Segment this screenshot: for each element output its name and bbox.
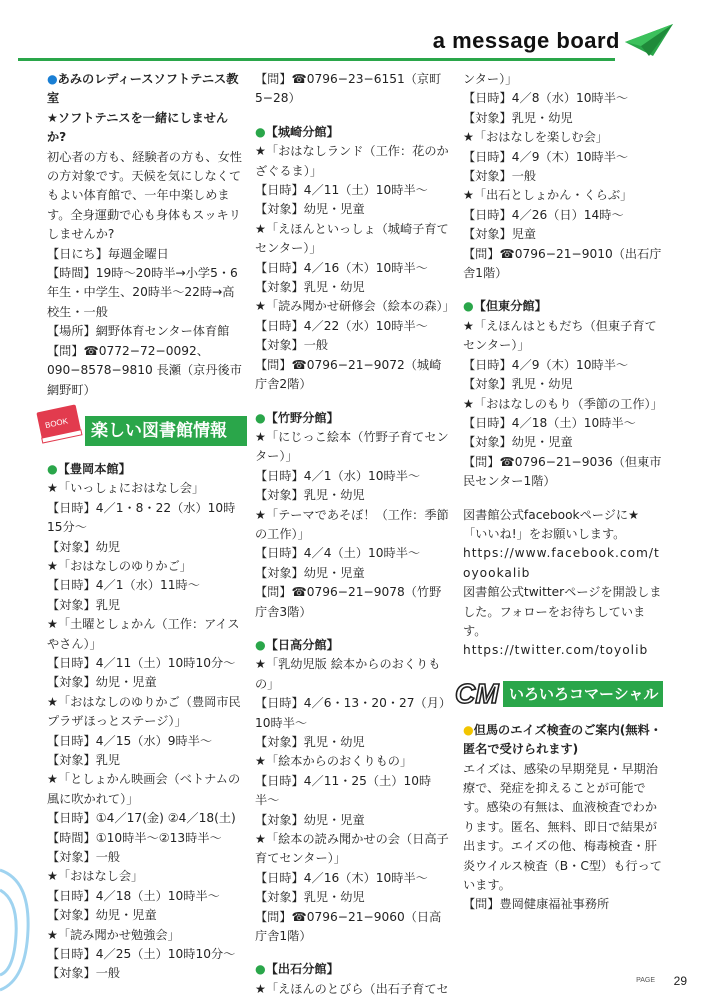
cm-logo-icon <box>453 675 505 709</box>
twitter-text: 図書館公式twitterページを開設しました。フォローをお待ちしています。 <box>463 585 662 638</box>
library-banner-label: 楽しい図書館情報 <box>85 416 247 446</box>
list-item: 【日時】4／8（水）10時半〜 <box>463 91 629 106</box>
list-item: 【日時】4／11（土）10時半〜 <box>255 183 428 198</box>
list-item: ★「読み聞かせ勉強会」 <box>47 927 180 942</box>
list-item: 【日時】①4／17(金) ②4／18(土) <box>47 811 236 826</box>
softtennis-description: 初心者の方も、経験者の方も、女性の方対象です。天候を気にしなくてもよい体育館で、一年中楽しめます。全身運動で心も身体もスッキリしませんか? <box>47 149 242 242</box>
list-item: 【対象】乳児・幼児 <box>255 890 365 905</box>
list-item: ★「おはなしを楽しむ会」 <box>463 130 608 145</box>
list-item: ★「としょかん映画会（ベトナムの風に吹かれて）」 <box>47 772 241 806</box>
takeno-heading: ●【竹野分館】 <box>255 410 339 425</box>
list-item: 【対象】幼児・児童 <box>463 435 573 450</box>
list-item: 【日時】4／9（木）10時半〜 <box>463 357 629 372</box>
honkan-heading: ●【豊岡本館】 <box>47 461 131 476</box>
library-banner <box>41 412 243 450</box>
list-item: 【対象】幼児 <box>47 539 121 554</box>
twitter-link[interactable]: https://twitter.com/toyolib <box>463 643 649 658</box>
list-item: ★「おはなし会」 <box>47 869 144 884</box>
list-item: 【対象】乳児・幼児 <box>255 280 365 295</box>
list-item: ★「出石としょかん・くらぶ」 <box>463 188 633 203</box>
list-item: 【問】☎0796−21−9010（出石庁舎1階） <box>463 246 662 281</box>
list-item: 【対象】幼児・児童 <box>47 908 157 923</box>
list-item: 【日時】4／1・8・22（水）10時15分〜 <box>47 500 236 535</box>
tanto-heading: ●【但東分館】 <box>463 299 547 314</box>
hidaka-heading: ●【日高分館】 <box>255 637 339 652</box>
commercial-banner <box>457 675 663 711</box>
list-item: ★「おはなしのゆりかご」 <box>47 558 192 573</box>
list-item: 【対象】幼児・児童 <box>255 812 365 827</box>
list-item: ンター）」 <box>463 72 518 86</box>
list-item: 【日時】4／4（土）10時半〜 <box>255 546 421 561</box>
list-item: 【対象】一般 <box>463 169 537 184</box>
book-icon <box>33 400 87 446</box>
list-item: 【問】☎0796−21−9060（日高庁舎1階） <box>255 909 442 944</box>
page-number: 29 <box>673 974 687 988</box>
list-item: 【対象】乳児 <box>47 597 121 612</box>
list-item: 【日時】4／6・13・20・27（月）10時半〜 <box>255 696 445 730</box>
list-item: 【対象】幼児・児童 <box>47 675 157 690</box>
list-item: 【対象】児童 <box>463 227 537 242</box>
list-item: 【日時】4／1（水）10時半〜 <box>255 468 421 483</box>
list-item: 【対象】一般 <box>47 966 121 981</box>
list-item: 【日時】4／1（水）11時〜 <box>47 578 200 593</box>
list-item: 【日時】4／16（木）10時半〜 <box>255 870 428 885</box>
column-1 <box>44 70 243 984</box>
header-rule <box>18 58 615 61</box>
aids-contact: 【問】豊岡健康福祉事務所 <box>463 897 610 912</box>
list-item: ★「えほんのとびら（出石子育てセ <box>255 981 449 996</box>
izushi-heading: ●【出石分館】 <box>255 962 339 977</box>
list-item: 【対象】一般 <box>47 850 121 865</box>
softtennis-place: 【場所】網野体育センター体育館 <box>47 324 230 339</box>
page-label: PAGE <box>636 977 655 984</box>
list-item: ★「にじっこ絵本（竹野子育てセンター）」 <box>255 429 449 464</box>
aids-description: エイズは、感染の早期発見・早期治療で、発症を抑えることが可能です。感染の有無は、血液検査でわかります。匿名、無料、即日で結果が出ます。エイズの他、梅毒検査・肝炎ウイルス検査（B・C型）も行っています。 <box>463 761 662 893</box>
list-item: 【日時】4／16（木）10時半〜 <box>255 260 428 275</box>
list-item: 【時間】①10時半〜②13時半〜 <box>47 830 222 845</box>
list-item: 【日時】4／11・25（土）10時半〜 <box>255 773 432 808</box>
list-item: ★「おはなしランド（工作：花のかざぐるま）」 <box>255 144 449 178</box>
honkan-contact: 【問】☎0796−23−6151（京町5−28） <box>255 72 442 106</box>
list-item: 【対象】一般 <box>255 338 329 353</box>
list-item: ★「おはなしのゆりかご（豊岡市民プラザほっとステージ）」 <box>47 694 241 729</box>
list-item: 【日時】4／22（水）10時半〜 <box>255 318 428 333</box>
list-item: 【対象】幼児・児童 <box>255 565 365 580</box>
facebook-text: 図書館公式facebookページに★「いいね!」をお願いします。 <box>463 507 640 541</box>
cm-logo-text: CM <box>455 677 499 709</box>
list-item: 【日時】4／18（土）10時半〜 <box>463 415 636 430</box>
list-item: 【問】☎0796−21−9078（竹野庁舎3階） <box>255 585 442 619</box>
list-item: 【日時】4／25（土）10時10分〜 <box>47 947 236 962</box>
list-item: ★「乳幼児版 絵本からのおくりもの」 <box>255 657 441 691</box>
column-3 <box>455 70 663 915</box>
list-item: 【日時】4／18（土）10時半〜 <box>47 888 220 903</box>
list-item: ★「おはなしのもり（季節の工作）」 <box>463 396 663 411</box>
page-title: a message board <box>432 28 620 53</box>
list-item: 【対象】乳児・幼児 <box>255 735 365 749</box>
list-item: 【日時】4／15（水）9時半〜 <box>47 733 213 748</box>
softtennis-date: 【日にち】毎週金曜日 <box>47 246 169 261</box>
facebook-link[interactable]: https://www.facebook.com/toyookalib <box>463 546 660 580</box>
list-item: 【対象】幼児・児童 <box>255 202 365 217</box>
column-2 <box>255 70 455 999</box>
commercial-banner-label: いろいろコマーシャル <box>503 681 663 707</box>
list-item: 【問】☎0796−21−9072（城崎庁舎2階） <box>255 357 442 392</box>
book-icon-text: BOOK <box>44 416 69 430</box>
list-item: ★「読み聞かせ研修会（絵本の森）」 <box>255 299 455 314</box>
list-item: 【日時】4／26（日）14時〜 <box>463 207 624 222</box>
softtennis-contact: 【問】☎0772−72−0092、090−8578−9810 長瀬（京丹後市網野町） <box>47 343 242 397</box>
aids-heading: ●但馬のエイズ検査のご案内(無料・匿名で受けられます) <box>463 722 662 757</box>
softtennis-title: ●あみのレディースソフトテニス教室 <box>47 72 239 106</box>
softtennis-subtitle: ★ソフトテニスを一緒にしませんか? <box>47 110 229 145</box>
list-item: 【対象】乳児・幼児 <box>463 110 573 125</box>
list-item: 【問】☎0796−21−9036（但東市民センター1階） <box>463 454 662 489</box>
list-item: ★「えほんといっしょ（城崎子育てセンター）」 <box>255 221 449 256</box>
list-item: 【日時】4／9（木）10時半〜 <box>463 149 629 164</box>
paper-plane-icon <box>623 20 675 60</box>
list-item: ★「絵本の読み聞かせの会（日高子育てセンター）」 <box>255 832 449 866</box>
list-item: 【日時】4／11（土）10時10分〜 <box>47 655 236 670</box>
softtennis-time: 【時間】19時〜20時半→小学5・6年生・中学生、20時半〜22時→高校生・一般 <box>47 266 238 319</box>
list-item: 【対象】乳児 <box>47 753 121 767</box>
kinosaki-heading: ●【城崎分館】 <box>255 124 339 139</box>
list-item: 【対象】乳児・幼児 <box>463 377 573 392</box>
list-item: ★「テーマであそぼ！（工作：季節の工作）」 <box>255 507 449 541</box>
list-item: ★「いっしょにおはなし会」 <box>47 481 205 496</box>
list-item: ★「えほんはともだち（但東子育てセンター）」 <box>463 318 657 353</box>
list-item: ★「土曜としょかん（工作：アイスやさん）」 <box>47 617 240 651</box>
decorative-outline-icon <box>0 840 40 1000</box>
list-item: ★「絵本からのおくりもの」 <box>255 754 413 769</box>
list-item: 【対象】乳児・幼児 <box>255 488 365 503</box>
